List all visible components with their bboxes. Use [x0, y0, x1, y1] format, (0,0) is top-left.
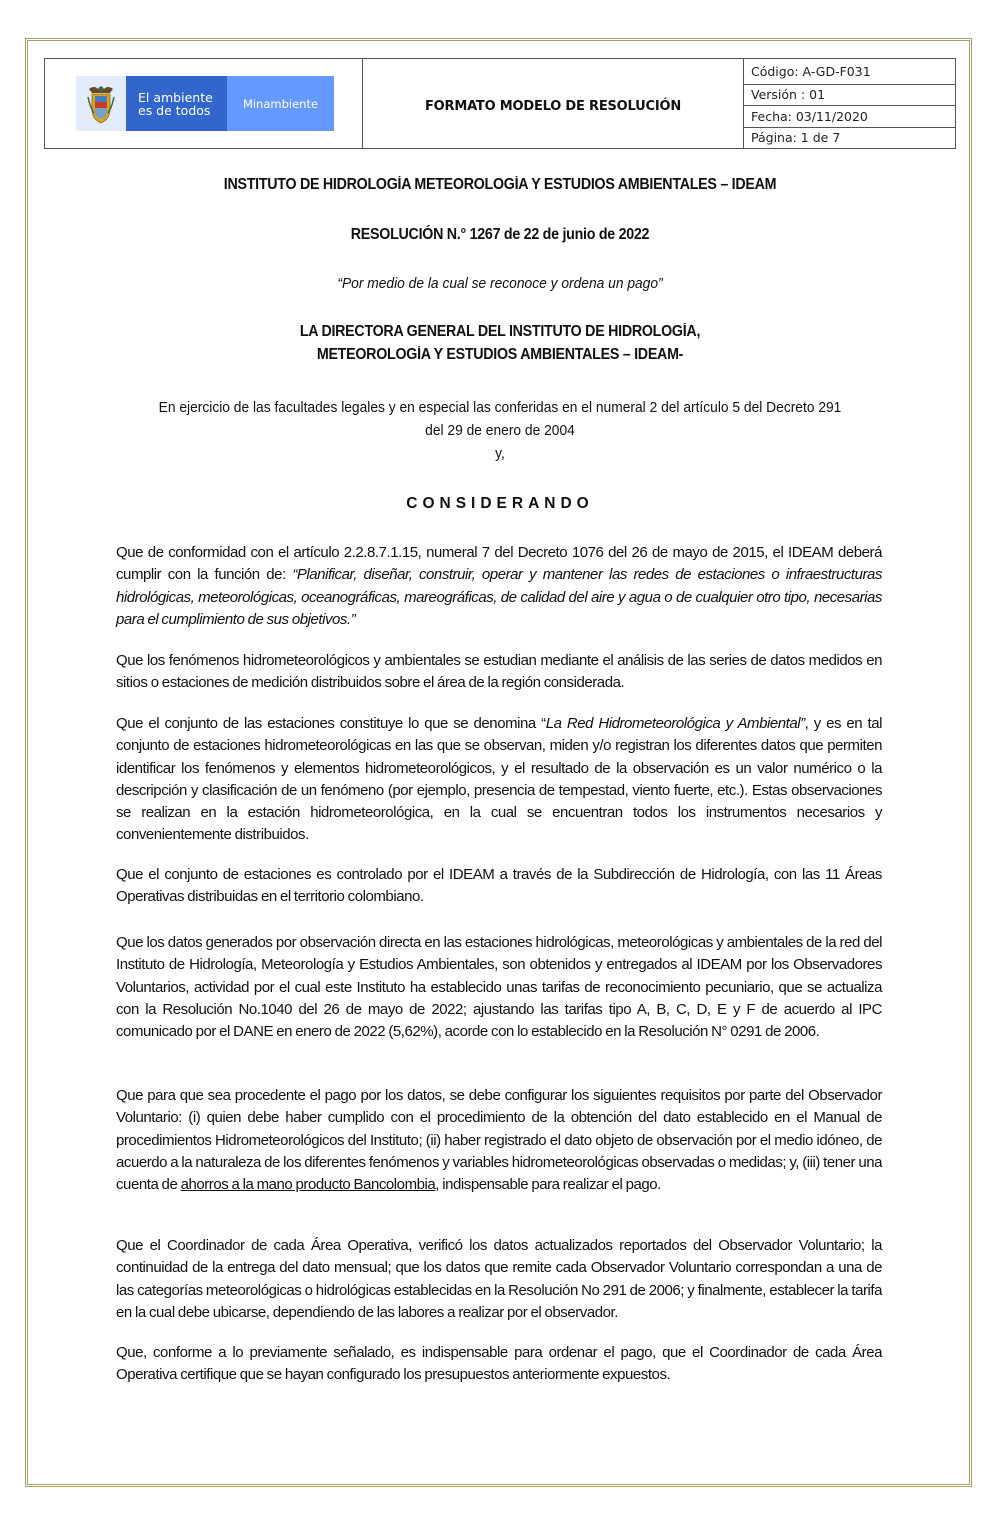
paragraph-1-text: Que de conformidad con el artículo 2.2.8.7.1.15, numeral 7 del Decreto 1076 del 26 de mayo de 2015, el IDEAM deberá cumplir con la función de:: [116, 544, 882, 584]
meta-pagina: Página: 1 de 7: [751, 130, 841, 146]
paragraph-5: Que los datos generados por observación directa en las estaciones hidrológicas, meteorológicas y ambientales de la red del Instituto de Hidrología, Meteorología y Estudios Ambientales, son obtenidos y entregados al IDEAM por los Observadores Voluntarios, actividad por el cual este Instituto ha establecido unas tarifas de reconocimiento pecuniario, que se actualiza con la Resolución No.1040 del 26 de mayo de 2022; ajustando las tarifas tipo A, B, C, D, E y F de acuerdo al IPC comunicado por el DANE en enero de 2022 (5,62%), acorde con lo establecido en la Resolución N° 0291 de 2006.: [116, 934, 882, 1041]
paragraph-6-underlined: ahorros a la mano producto Bancolombia: [180, 1176, 436, 1194]
document-meta: [744, 59, 955, 148]
document-header-table: [44, 58, 956, 149]
intro-y: y,: [495, 445, 505, 462]
meta-version: Versión : 01: [744, 85, 955, 106]
paragraph-1-quote: “Planificar, diseñar, construir, operar y mantener las redes de estaciones o infraestructuras hidrológicas, meteorológicas, oceanográficas, mareográficas, de calidad del aire y agua o de cualquier otro tipo, necesarias para el cumplimiento de sus objetivos.”: [116, 566, 883, 628]
paragraph-6: [116, 1085, 882, 1196]
authority-line-2: METEOROLOGÍA Y ESTUDIOS AMBIENTALES – IDEAM-: [316, 346, 684, 363]
intro-line-2: del 29 de enero de 2004: [425, 422, 575, 439]
resolution-subtitle: “Por medio de la cual se reconoce y ordena un pago”: [337, 275, 663, 292]
meta-fecha: Fecha: 03/11/2020: [744, 106, 955, 127]
authority-line-1: LA DIRECTORA GENERAL DEL INSTITUTO DE HIDROLOGÍA,: [299, 323, 701, 340]
paragraph-4: Que el conjunto de estaciones es controlado por el IDEAM a través de la Subdirección de Hidrología, con las 11 Áreas Operativas distribuidas en el territorio colombiano.: [116, 866, 882, 906]
paragraph-3: [116, 713, 882, 847]
form-title: FORMATO MODELO DE RESOLUCIÓN: [363, 59, 744, 148]
logo-slogan-line1: El ambiente: [138, 89, 213, 105]
paragraph-3-text-a: Que el conjunto de las estaciones constituye lo que se denomina “: [116, 715, 546, 732]
meta-codigo: Código: A-GD-F031: [744, 59, 955, 85]
paragraph-2: Que los fenómenos hidrometeorológicos y ambientales se estudian mediante el análisis de las series de datos medidos en sitios o estaciones de medición distribuidos sobre el área de la región considerada.: [116, 652, 882, 692]
paragraph-3-italic: La Red Hidrometeorológica y Ambiental”: [545, 715, 805, 732]
paragraph-6-text-b: , indispensable para realizar el pago.: [435, 1176, 661, 1194]
logo-slogan-line2: es de todos: [138, 102, 211, 118]
colombia-coat-of-arms-icon: [76, 76, 126, 131]
paragraph-3-text-b: , y es en tal conjunto de estaciones hidrometeorológicas en las que se observan, miden y/o registran los diferentes datos que permiten identificar los fenómenos y elementos hidrometeorológicos, y el resultado de la observación es un valor numérico o la descripción y clasificación de un fenómeno (por ejemplo, presencia de tempestad, viento fuerte, etc.). Estas observaciones se realizan en la estación hidrometeorológica, en la cual se encuentran todos los instrumentos necesarios y convenientemente distribuidos.: [116, 715, 883, 844]
paragraph-8: Que, conforme a lo previamente señalado, es indispensable para ordenar el pago, que el Coordinador de cada Área Operativa certifique que se hayan configurado los presupuestos anteriormente expuestos.: [116, 1344, 882, 1384]
paragraph-1: [116, 542, 882, 631]
intro-line-1: En ejercicio de las facultades legales y en especial las conferidas en el numeral 2 del artículo 5 del Decreto 291: [158, 399, 842, 416]
considerando-heading: CONSIDERANDO: [406, 495, 594, 512]
resolution-title: RESOLUCIÓN N.° 1267 de 22 de junio de 2022: [350, 226, 650, 243]
minambiente-logo: [76, 76, 334, 131]
logo-brand: Minambiente: [227, 76, 334, 131]
institution-name: INSTITUTO DE HIDROLOGÍA METEOROLOGÍA Y ESTUDIOS AMBIENTALES – IDEAM: [223, 176, 777, 193]
logo-slogan: [126, 76, 227, 131]
paragraph-7: Que el Coordinador de cada Área Operativa, verificó los datos actualizados reportados del Observador Voluntario; la continuidad de la entrega del dato mensual; que los datos que remite cada Observador Voluntario correspondan a una de las categorías meteorológicas o hidrológicas establecidas en la Resolución No 291 de 2006; y finalmente, establecer la tarifa en la cual debe ubicarse, dependiendo de las labores a realizar por el observador.: [116, 1237, 882, 1321]
header-logo-cell: [45, 59, 363, 148]
paragraph-6-text-a: Que para que sea procedente el pago por los datos, se debe configurar los siguientes requisitos por parte del Observador Voluntario: (i) quien debe haber cumplido con el procedimiento de la obtención del dato establecido en el Manual de procedimientos Hidrometeorológicos del Instituto; (ii) haber registrado el dato objeto de observación por el medio idóneo, de acuerdo a la naturaleza de los diferentes fenómenos y variables hidrometeorológicas observadas o medidas; y, (iii) tener una cuenta de: [116, 1087, 882, 1194]
